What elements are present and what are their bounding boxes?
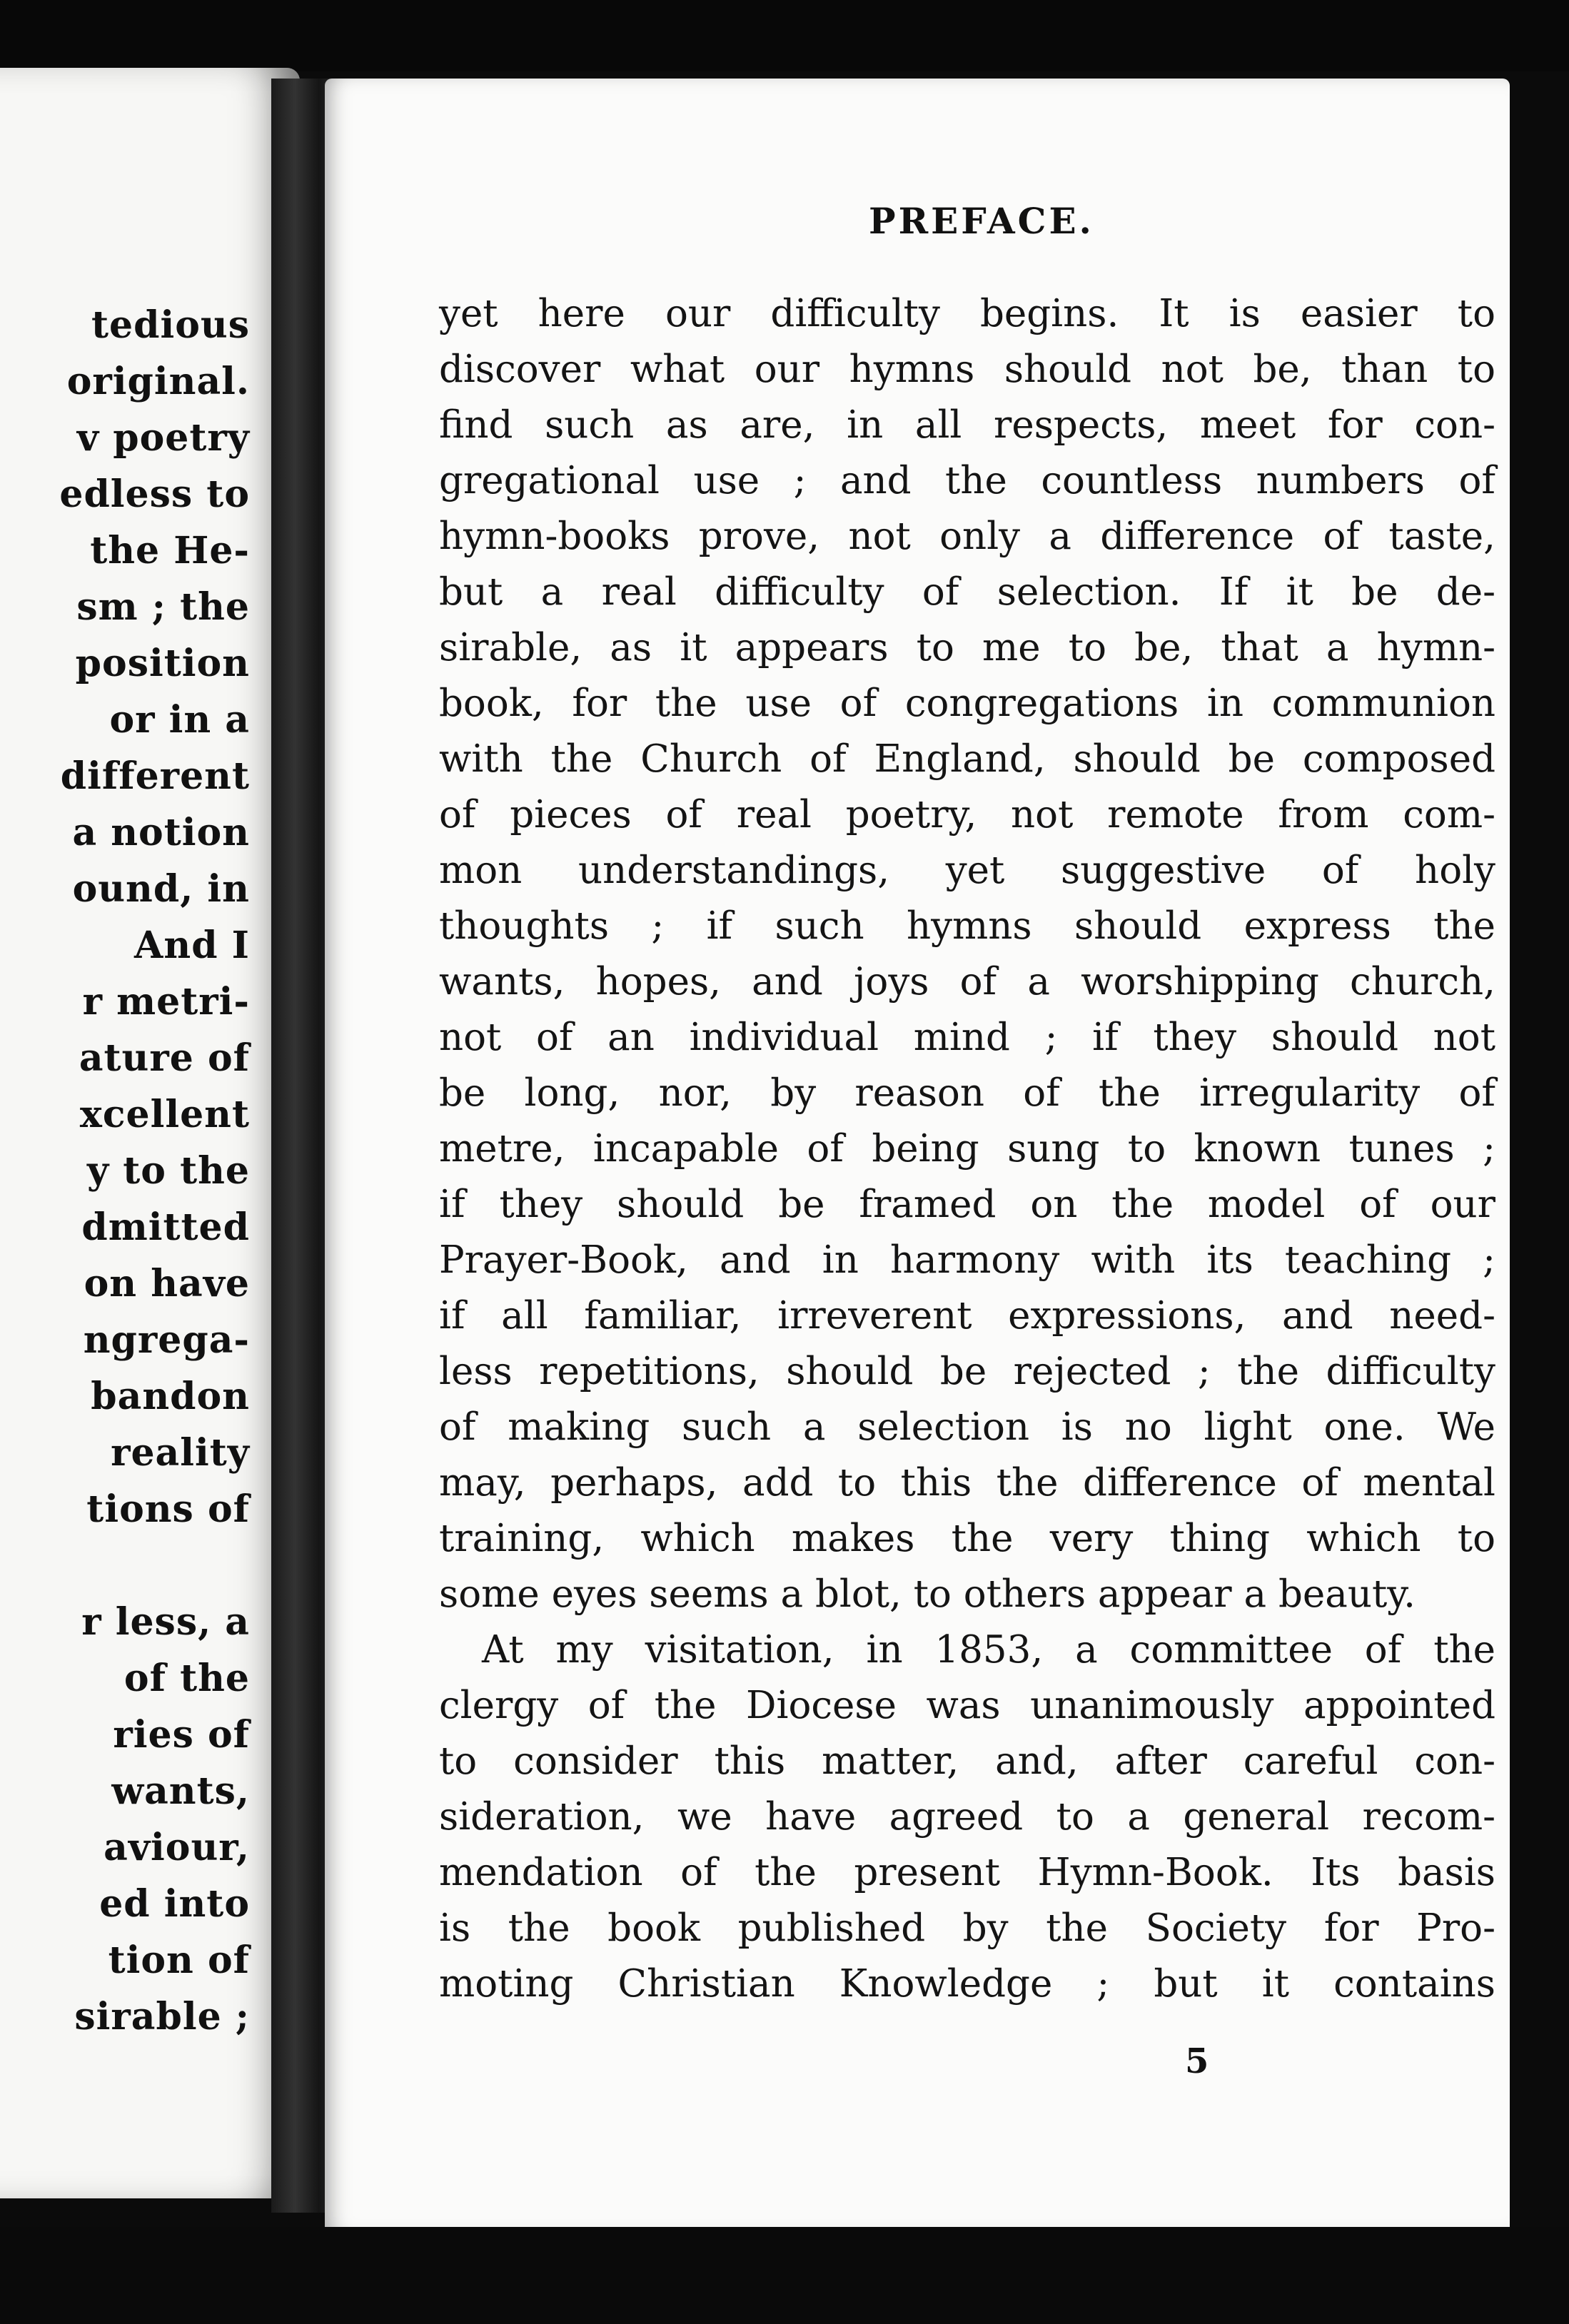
left-page-line: edless to [59,473,250,516]
left-page-line: dmitted [81,1206,250,1249]
left-page-line: or in a [109,698,250,742]
left-page-line: on have [84,1262,250,1305]
text-line: mendation of the present Hymn-Book. Its basis [439,1851,1495,1894]
text-line: Prayer-Book, and in harmony with its teaching ; [439,1238,1495,1282]
text-line: yet here our difficulty begins. It is easier to [439,292,1495,335]
running-header: PREFACE. [869,200,1094,242]
text-line: discover what our hymns should not be, than to [439,348,1495,391]
left-page-line: of the [123,1657,250,1700]
text-line: wants, hopes, and joys of a worshipping church, [439,960,1495,1004]
left-page-line: ed into [99,1882,250,1926]
left-page-line: sirable ; [74,1995,250,2038]
left-page-line: sm ; the [76,585,250,629]
left-page-line: y to the [86,1149,250,1193]
left-page-line: reality [111,1431,250,1475]
left-page-line: r less, a [81,1600,250,1644]
left-page-line: ngrega- [83,1318,250,1362]
text-line: of making such a selection is no light one. We [439,1405,1495,1449]
left-page-line: original. [66,360,250,403]
text-line: metre, incapable of being sung to known tunes ; [439,1127,1495,1171]
text-line: gregational use ; and the countless numbers of [439,459,1495,502]
left-page-line: different [60,754,250,798]
page-number: 5 [1185,2041,1209,2081]
left-page-line: ound, in [72,867,250,911]
left-page-line: ries of [113,1713,250,1757]
left-page-line: position [75,642,250,685]
text-line: if all familiar, irreverent expressions, and need- [439,1294,1495,1338]
left-page-line: xcellent [79,1093,250,1136]
left-page-line: tedious [91,303,250,347]
text-line: may, perhaps, add to this the difference of mental [439,1461,1495,1505]
text-line: mon understandings, yet suggestive of holy [439,849,1495,892]
text-line: hymn-books prove, not only a difference of taste, [439,515,1495,558]
text-line: some eyes seems a blot, to others appear a beauty. [439,1572,1416,1616]
text-line: thoughts ; if such hymns should express the [439,904,1495,948]
text-line: sirable, as it appears to me to be, that a hymn- [439,626,1495,670]
left-page-line: tion of [108,1939,250,1982]
left-page-line: tions of [86,1487,250,1531]
text-line: be long, nor, by reason of the irregularity of [439,1071,1495,1115]
text-line: training, which makes the very thing which to [439,1517,1495,1560]
text-line: sideration, we have agreed to a general recom- [439,1795,1495,1839]
text-line: but a real difficulty of selection. If it be de- [439,570,1495,614]
left-page-line: r metri- [82,980,250,1024]
text-line: to consider this matter, and, after careful con- [439,1739,1495,1783]
left-page-line: wants, [111,1769,250,1813]
right-page [325,79,1510,2234]
left-page-line: ature of [79,1036,250,1080]
left-page-line: the He- [90,529,250,572]
text-line: find such as are, in all respects, meet for con- [439,403,1495,447]
text-line: not of an individual mind ; if they should not [439,1016,1495,1059]
scan-background-top [0,0,1569,71]
text-line: clergy of the Diocese was unanimously appointed [439,1684,1495,1727]
text-line: of pieces of real poetry, not remote from com- [439,793,1495,837]
scan-background-bottom [0,2227,1569,2324]
left-page-line: aviour, [104,1826,250,1869]
left-page-line: v poetry [76,416,250,460]
text-line: with the Church of England, should be composed [439,737,1495,781]
left-page [0,68,300,2198]
left-page-line: And I [134,924,250,967]
text-line: is the book published by the Society for Pro- [439,1906,1495,1950]
text-line: if they should be framed on the model of our [439,1183,1495,1226]
left-page-line: a notion [72,811,250,854]
left-page-line: bandon [91,1375,250,1418]
text-line: book, for the use of congregations in communion [439,682,1495,725]
text-line: less repetitions, should be rejected ; the difficulty [439,1350,1495,1393]
text-line: At my visitation, in 1853, a committee of the [482,1628,1495,1672]
text-line: moting Christian Knowledge ; but it contains [439,1962,1495,2006]
